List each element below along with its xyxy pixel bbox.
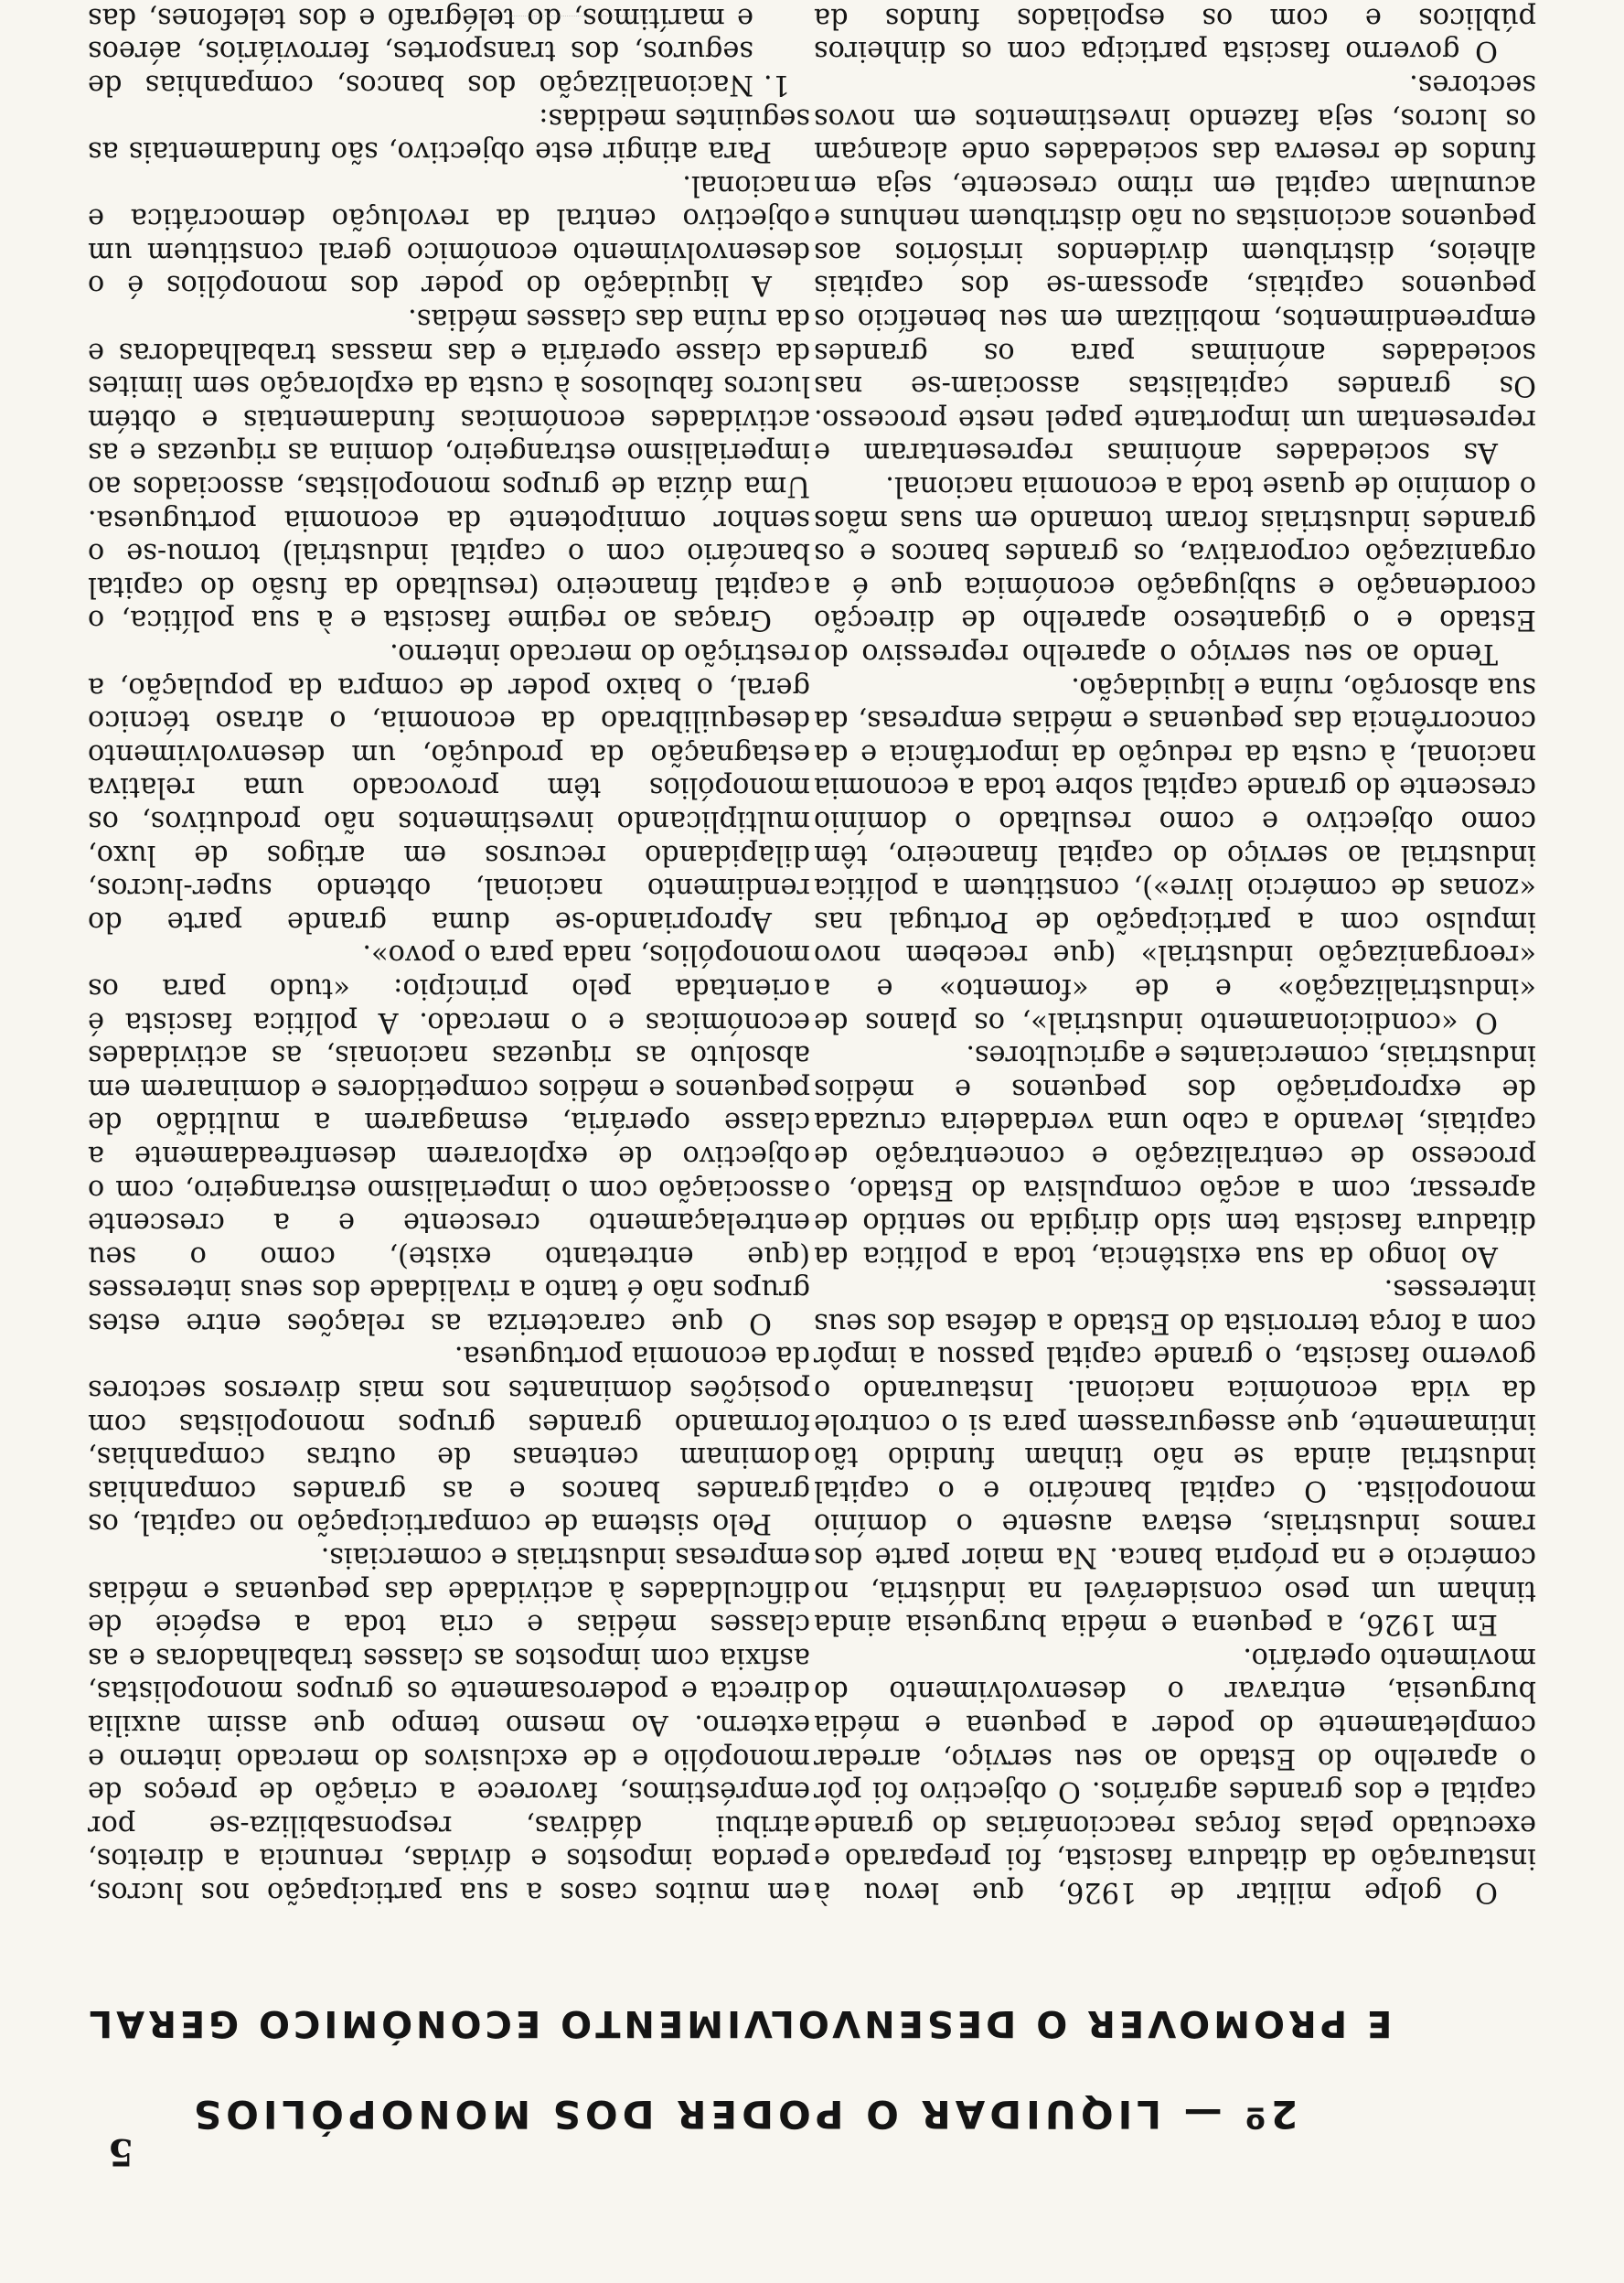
section-subtitle: E PROMOVER O DESENVOLVIMENTO ECONÓMICO GERAL bbox=[85, 2002, 1393, 2044]
section-heading bbox=[0, 2002, 1624, 2137]
paragraph: Ao longo da sua existência, toda a política da ditadura fascista tem sido dirigida no sentido de apressar, com a acção compulsiva do Estado, o processo de centralização e concentração de capitais, levando a cabo uma verdadeira cruzada de expropriação dos pequenos e médios industriais, comerciantes e agricultores. bbox=[814, 1039, 1536, 1272]
paragraph: A liquidação do poder dos monopólios é o desenvolvimento económico geral constituem um objectivo central da revolução democrática e nacional. bbox=[88, 168, 810, 302]
paragraph: Tendo ao seu serviço o aparelho repressivo do Estado e o gigantesco aparelho de direcção coordenação e subjugação económica que é a organização corporativa, os grandes bancos e os grandes industriais foram tomando em suas mãos o domínio de quase toda a economia nacional. bbox=[814, 470, 1536, 670]
measure-text: Nacionalização dos bancos, companhias de seguros, dos transportes, ferroviários, aéreos e marítimos, do telégrafo e dos telefones, das bbox=[88, 1, 753, 101]
page-number: 5 bbox=[108, 2130, 134, 2173]
paragraph: O que caracteriza as relações entre estes grupos não é tanto a rivalidade dos seus interesses (que entretanto existe), como o seu entrelaçamento crescente e a crescente associação com o imperialismo estrangeiro, com o objectivo de explorarem desenfreadamente a classe operária, esmagarem a multidão de pequenos e médios competidores e dominarem em absoluto as riquezas nacionais, as actividades económicas e o mercado. A política fascista é orientada pelo princípio: «tudo para os monopólios, nada para o povo». bbox=[88, 938, 810, 1339]
paragraph: As sociedades anónimas representaram e representam um importante papel neste processo. Os grandes capitalistas associam-se nas sociedades anónimas para os grandes empreendimentos, mobilizam em seu benefício os pequenos capitais, apossam-se dos capitais alheios, distribuem dividendos irrisórios aos pequenos accionistas ou não distribuem nenhuns e acumulam capital em ritmo crescente, seja em fundos de reserva das sociedades onde alcançam os lucros, seja fazendo investimentos em novos sectores. bbox=[814, 68, 1536, 469]
section-title: 2º — LIQUIDAR O PODER DOS MONOPÓLIOS bbox=[188, 2092, 1298, 2137]
paragraph: O «condicionamento industrial», os planos de «industrialização» e de «fomento» e a «reorganização industrial» (que recebem novo impulso com a participação de Portugal nas «zonas de comércio livre»), constituem a política industrial ao serviço do capital financeiro, têm como objectivo e como resultado o domínio crescente do grande capital sobre toda a economia nacional, à custa da redução da importância e da concorrência das pequenas e médias empresas, da sua absorção, ruína e liquidação. bbox=[814, 670, 1536, 1038]
paragraph: Graças ao regime fascista e à sua política, o capital financeiro (resultado da fusão do capital bancário com o capital industrial) tornou-se o senhor omnipotente da economia portuguesa. Uma dúzia de grupos monopolistas, associados ao imperialismo estrangeiro, domina as riquezas e as actividades económicas fundamentais e obtém lucros fabulosos à custa da exploração sem limites da classe operária e das massas trabalhadoras e da ruína das classes médias. bbox=[88, 303, 810, 637]
paragraph: O governo fascista participa com os dinheiros públicos e com os espoliados fundos da bbox=[814, 1, 1536, 68]
paragraph: Para atingir este objectivo, são fundamentais as seguintes medidas: bbox=[88, 102, 810, 168]
paragraph: Em 1926, a pequena e média burguesia ainda tinham um peso considerável na indústria, no comércio e na própria banca. Na maior parte dos ramos industriais, estava ausente o domínio monopolista. O capital bancário e o capital industrial ainda se não tinham fundido tão intimamente, que assegurassem para si o controle da vida económica nacional. Instaurando o governo fascista, o grande capital passou a impôr com a força terrorista do Estado a defesa dos seus interesses. bbox=[814, 1273, 1536, 1641]
measure-item bbox=[88, 0, 810, 101]
scan-artifact bbox=[508, 12, 655, 16]
paragraph: O golpe militar de 1926, que levou à instauração da ditadura fascista, foi preparado e executado pelas forças reaccionárias do grande capital e dos grandes agrários. O objectivo foi pôr o aparelho do Estado ao seu serviço, arredar completamente do poder a pequena e média burguesia, entravar o desenvolvimento do movimento operário. bbox=[814, 1641, 1536, 1908]
paragraph: Pelo sistema de comparticipação no capital, os grandes bancos e as grandes companhias dominam centenas de outras companhias, formando grandes grupos monopolistas com posições dominantes nos mais diversos sectores da economia portuguesa. bbox=[88, 1340, 810, 1540]
text-column-left bbox=[814, 1, 1536, 1908]
paragraph: em muitos casos a sua participação nos lucros, perdoa impostos e dívidas, renuncia a direitos, atribui dádivas, responsabiliza-se por empréstimos, favorece a criação de preços de monopólio e de exclusivos do mercado interno e externo. Ao mesmo tempo que assim auxilia directa e poderosamente os grupos monopolistas, asfixia com impostos as classes trabalhadoras e as classes médias e cria toda a espécie de dificuldades à actividade das pequenas e médias empresas industriais e comerciais. bbox=[88, 1541, 810, 1908]
text-column-right bbox=[88, 1, 810, 1908]
measure-number: 1. bbox=[764, 68, 790, 101]
paragraph: Apropriando-se duma grande parte do rendimento nacional, obtendo super-lucros, dilapidando recursos em artigos de luxo, multiplicando investimentos não produtivos, os monopólios têm provocado uma relativa estagnação da produção, um desenvolvimento desequilibrado da economia, o atraso técnico geral, o baixo poder de compra da população, a restrição do mercado interno. bbox=[88, 638, 810, 938]
